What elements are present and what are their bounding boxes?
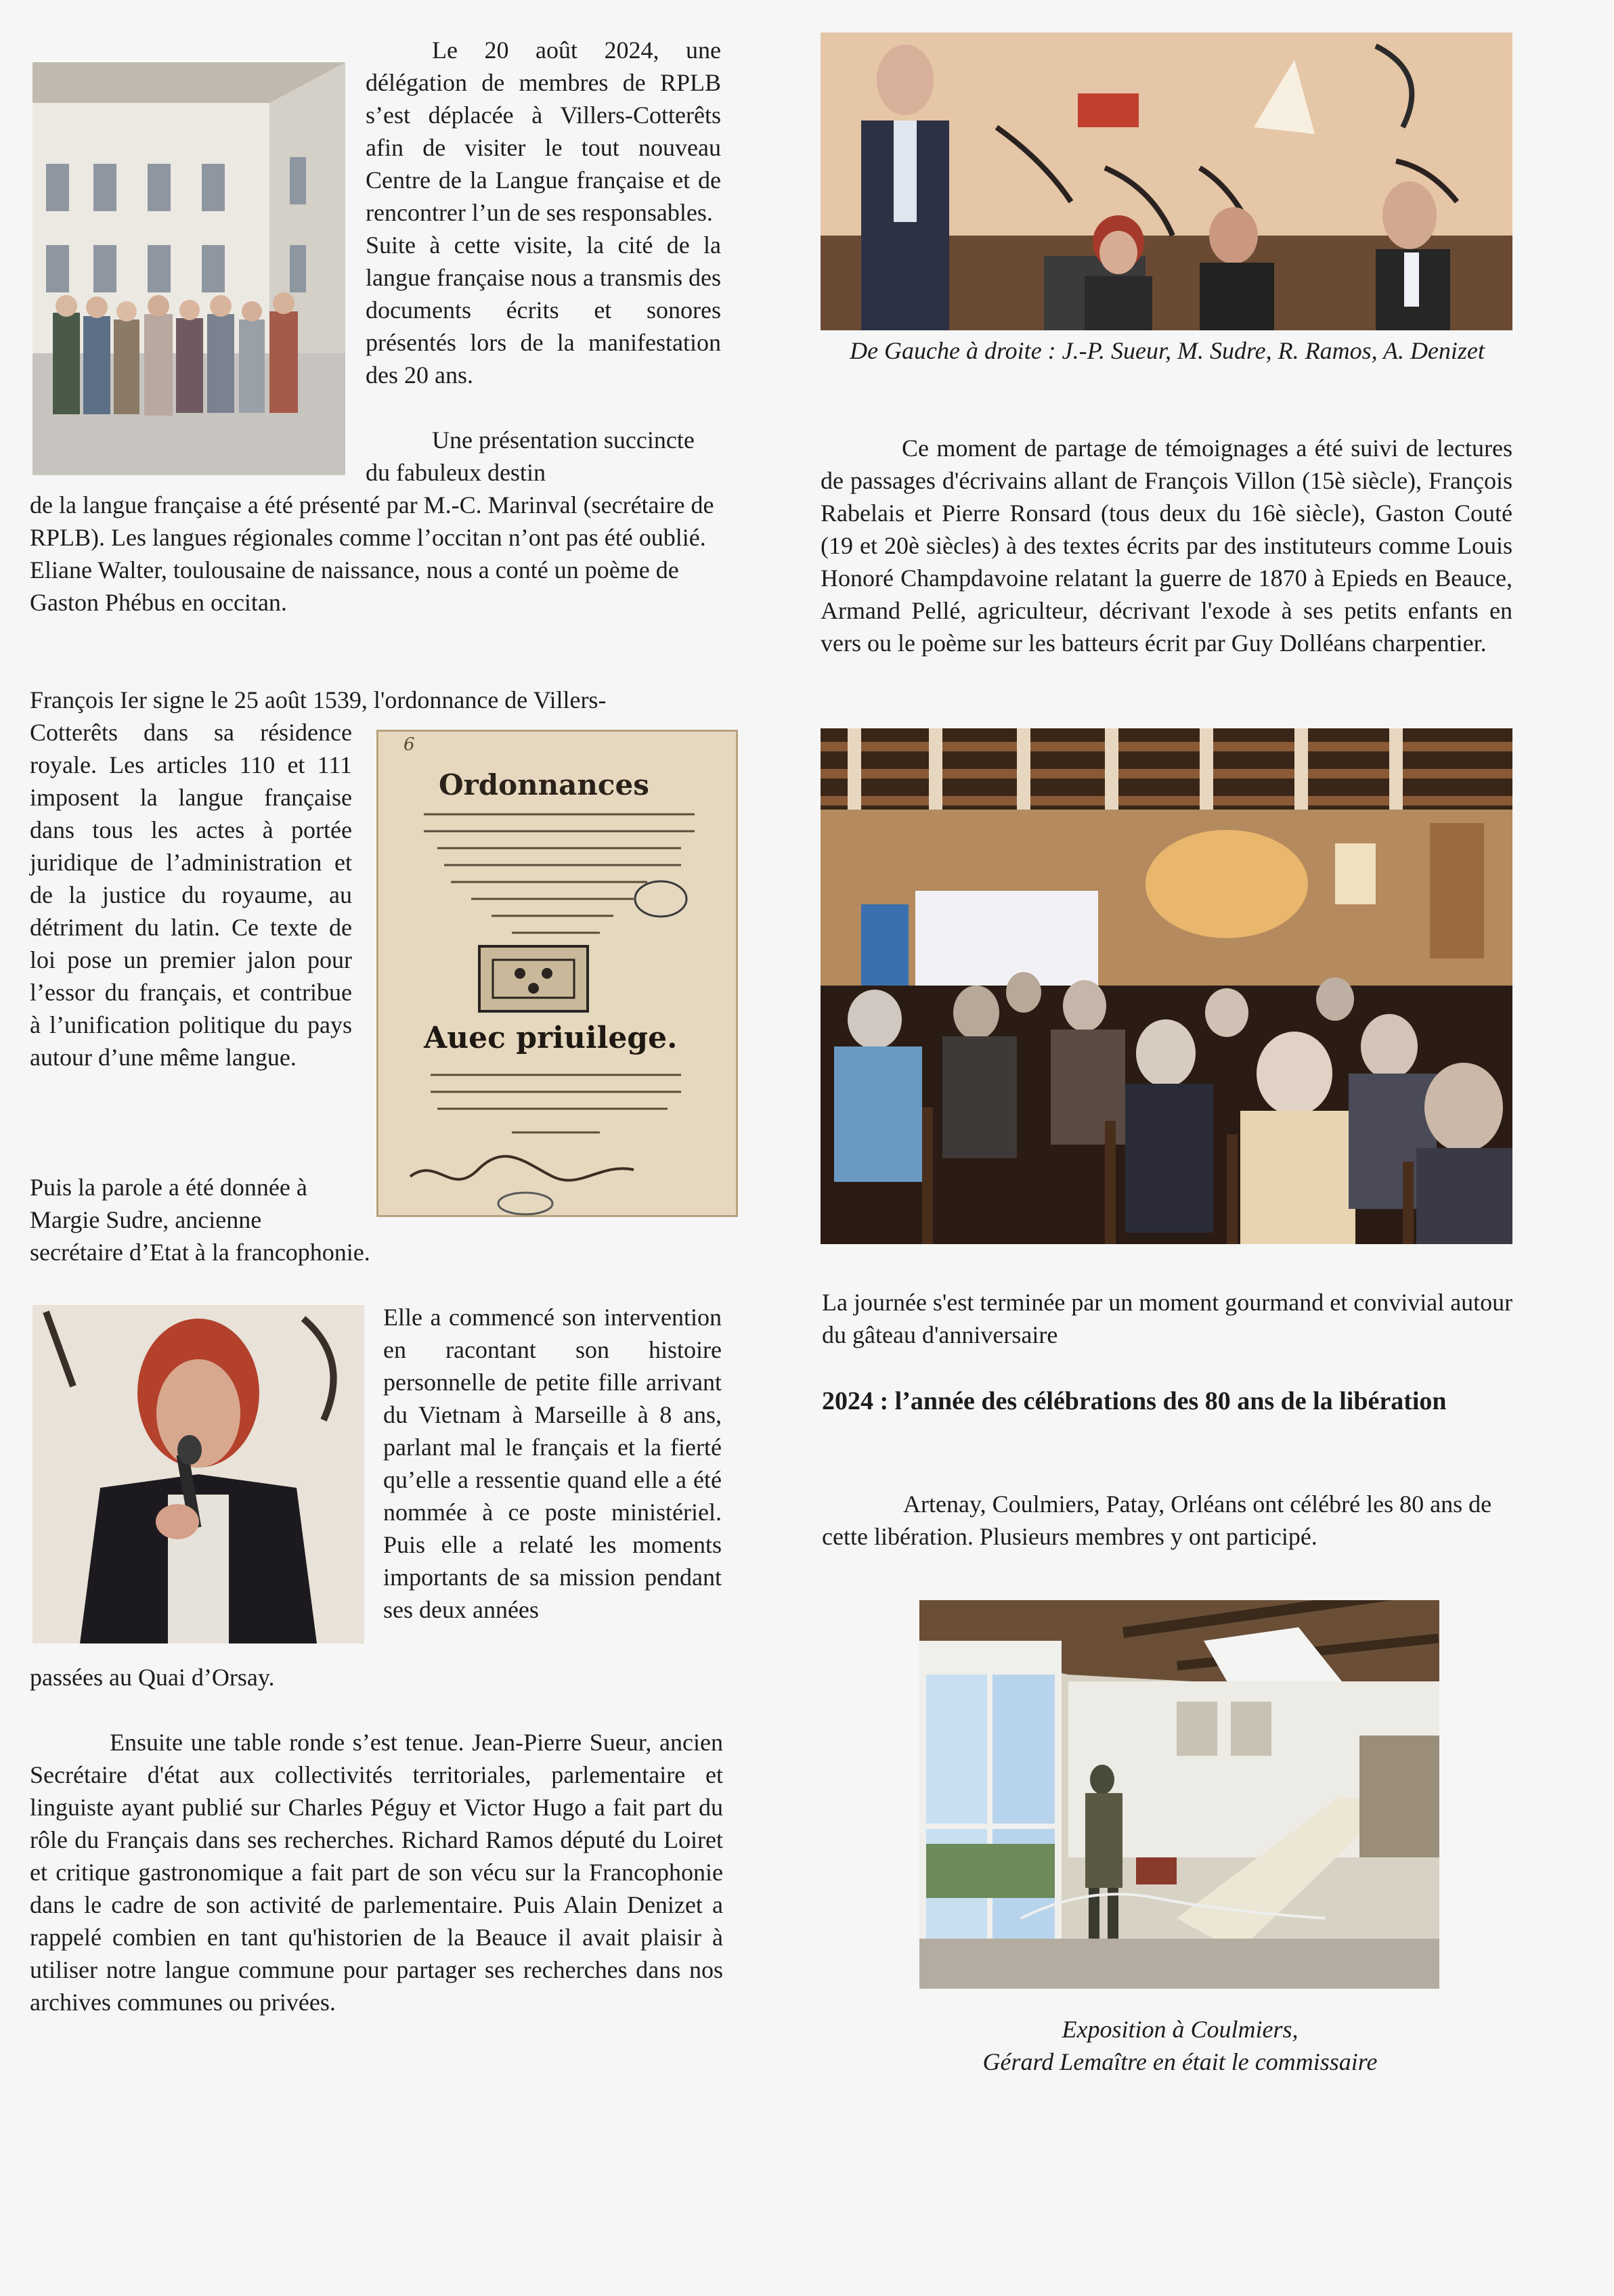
sudre-paragraph: Elle a commencé son intervention en racontant son histoire personnelle de petite fille arrivant du Vietnam à Marseille à 8 ans, parlant mal le français et la fierté qu’elle a ressentie quand elle a été nommée à ce poste ministériel. Puis elle a relaté les moments importants de sa mission pendant ses deux années	[383, 1304, 722, 1623]
liberation-paragraph: Artenay, Coulmiers, Patay, Orléans ont célébré les 80 ans de cette libération. Plusieurs membres y ont participé.	[822, 1491, 1492, 1550]
intro-paragraph-1: Le 20 août 2024, une délégation de membres de RPLB s’est déplacée à Villers-Cotterêts afin de visiter le tout nouveau Centre de la Langue française et de rencontrer l’un de ses responsables. Suite à cette visite, la cité de la langue française nous a transmis des documents écrits et sonores présentés lors de la manifestation des 20 ans.	[366, 37, 721, 389]
doc-title: Ordonnances	[439, 768, 649, 801]
intro-paragraph-3a: Une présentation succincte du fabuleux destin	[366, 426, 695, 486]
doc-handwritten-year: 6	[404, 734, 415, 755]
doc-privilege: Auec priuilege.	[424, 1021, 678, 1055]
group-courtyard-photo	[32, 62, 345, 475]
speakers-caption: De Gauche à droite : J.-P. Sueur, M. Sudre, R. Ramos, A. Denizet	[850, 337, 1485, 364]
speakers-photo	[821, 32, 1512, 330]
ordonnance-line-1: François Ier signe le 25 août 1539, l'ordonnance de Villers-	[30, 686, 607, 713]
gateau-paragraph: La journée s'est terminée par un moment gourmand et convivial autour du gâteau d'anniversaire	[822, 1289, 1513, 1348]
exposition-photo	[919, 1600, 1439, 1989]
liberation-heading: 2024 : l’année des célébrations des 80 ans de la libération	[822, 1387, 1447, 1415]
ordonnance-document-image	[376, 730, 738, 1217]
exposition-caption: Exposition à Coulmiers, Gérard Lemaître en était le commissaire	[982, 2016, 1378, 2075]
sudre-intro-line: Puis la parole a été donnée à Margie Sudre, ancienne	[30, 1174, 307, 1233]
sudre-intro-line-2: secrétaire d’Etat à la francophonie.	[30, 1239, 370, 1266]
ordonnance-paragraph: Cotterêts dans sa résidence royale. Les articles 110 et 111 imposent la langue française dans tous les actes à portée juridique de l’administration et de la justice du royaume, au détriment du latin. Ce texte de loi pose un premier jalon pour l’essor du français, et contribue à l’unification politique du pays autour d’une même langue.	[30, 719, 352, 1071]
table-ronde-paragraph: Ensuite une table ronde s’est tenue. Jean-Pierre Sueur, ancien Secrétaire d'état aux collectivités territoriales, parlementaire et linguiste ayant publié sur Charles Péguy et Victor Hugo a fait part du rôle du Français dans ses recherches. Richard Ramos député du Loiret et critique gastronomique a fait part de son vécu sur la Francophonie dans le cadre de son activité de parlementaire. Puis Alain Denizet a rappelé combien en tant qu'historien de la Beauce il avait plaisir à utiliser notre langue commune pour partager ses recherches dans nos archives communes ou privées.	[30, 1729, 723, 2016]
lectures-paragraph: Ce moment de partage de témoignages a été suivi de lectures de passages d'écrivains allant de François Villon (15è siècle), François Rabelais et Pierre Ronsard (tous deux du 16è siècle), Gaston Couté (19 et 20è siècles) à des textes écrits par des instituteurs comme Louis Honoré Champdavoine relatant la guerre de 1870 à Epieds en Beauce, Armand Pellé, agriculteur, décrivant l'exode à ses petits enfants en vers ou le poème sur les batteurs écrit par Guy Dolléans charpentier.	[821, 435, 1512, 657]
sudre-paragraph-end: passées au Quai d’Orsay.	[30, 1664, 275, 1691]
margie-sudre-photo	[32, 1305, 364, 1643]
intro-paragraph-3b: de la langue française a été présenté par M.-C. Marinval (secrétaire de RPLB). Les langues régionales comme l’occitan n’ont pas été oublié. Eliane Walter, toulousaine de naissance, nous a conté un poème de Gaston Phébus en occitan.	[30, 491, 714, 616]
audience-photo	[821, 728, 1512, 1244]
